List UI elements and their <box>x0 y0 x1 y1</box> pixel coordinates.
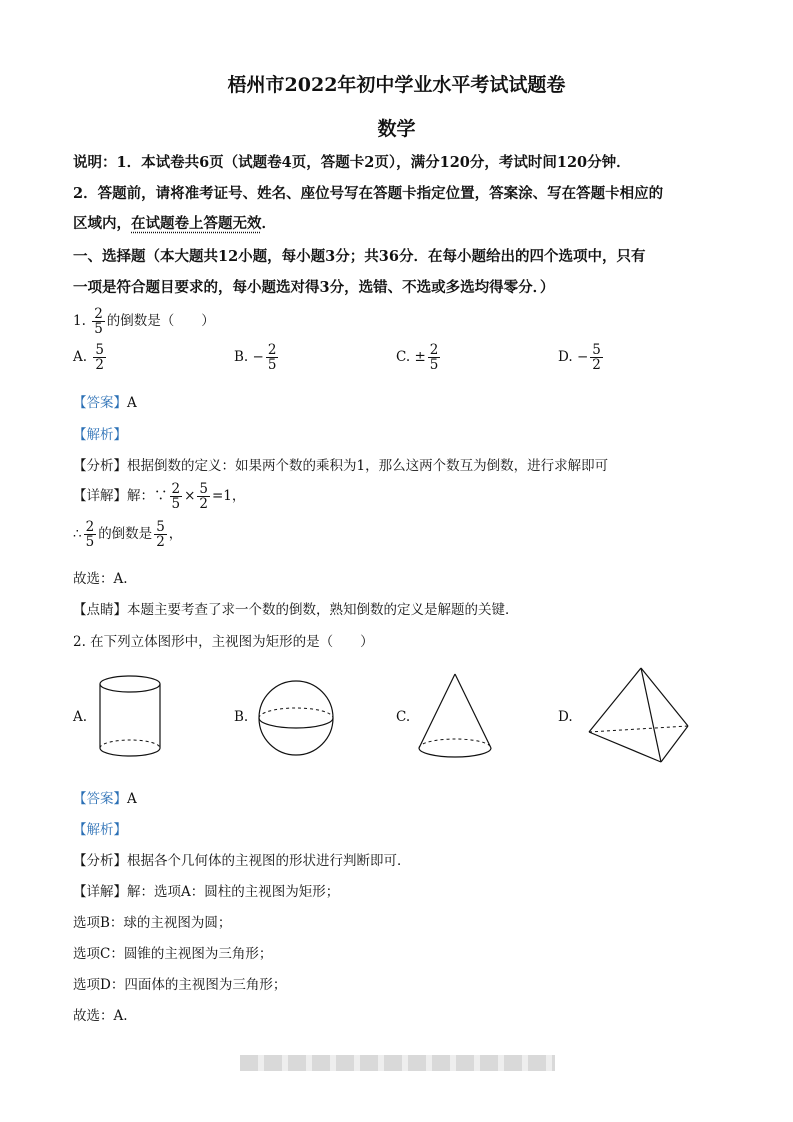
q2-detail <box>73 880 339 900</box>
q2-option-b-label: B. <box>234 709 249 725</box>
q1-analysis-tag <box>73 423 127 443</box>
option-label: A. <box>73 349 88 366</box>
detail-lead: 解：∵ <box>127 488 168 505</box>
frac-den: 2 <box>592 357 601 374</box>
q1-option-d <box>558 343 605 372</box>
q1-option-a <box>73 343 108 372</box>
times-sign: × <box>184 488 196 505</box>
fenxi-tag: 【分析】 <box>73 458 127 474</box>
q2-option-a-label: A. <box>73 709 88 725</box>
frac-num: 2 <box>171 481 181 497</box>
q1-choose: 故选：A. <box>73 571 128 587</box>
section-heading-1: 一、选择题（本大题共12小题，每小题3分；共36分．在每小题给出的四个选项中，只有 <box>73 248 646 265</box>
cone-figure <box>413 670 497 762</box>
q1-number: 1. <box>73 313 86 330</box>
frac-num: 2 <box>429 342 439 358</box>
analysis-tag: 【解析】 <box>73 822 127 838</box>
q1-stem-tail: 的倒数是（ ） <box>106 313 215 330</box>
frac-den: 5 <box>429 357 439 374</box>
option-sign: − <box>576 349 589 366</box>
option-sign: ± <box>414 349 426 366</box>
q2-analysis-tag <box>73 818 127 838</box>
detail-eq: =1， <box>212 488 246 505</box>
q2-answer <box>73 787 137 807</box>
cylinder-figure <box>95 672 167 762</box>
option-label: C. <box>396 349 411 366</box>
q1-comment <box>73 598 519 618</box>
q1-stem <box>73 307 215 336</box>
therefore-fraction-1 <box>84 520 97 549</box>
instruction-line-3-a: 区域内， <box>73 215 131 232</box>
frac-num: 2 <box>85 519 95 535</box>
q1-option-b <box>234 343 280 372</box>
q2-option-d-label: D. <box>558 709 573 725</box>
frac-den: 2 <box>156 534 165 551</box>
option-label: B. <box>234 349 249 366</box>
instruction-line-2: 2．答题前，请将准考证号、姓名、座位号写在答题卡指定位置，答案涂、写在答题卡相应的 <box>73 185 664 202</box>
frac-den: 5 <box>171 496 181 513</box>
frac-num: 5 <box>95 342 104 358</box>
frac-den: 5 <box>85 534 95 551</box>
q2-choose: 故选：A. <box>73 1008 128 1024</box>
therefore-sign: ∴ <box>73 526 82 543</box>
q2-option-c-label: C. <box>396 709 411 725</box>
option-label: D. <box>558 349 573 366</box>
subject-title: 数学 <box>377 118 416 140</box>
comment-text: 本题主要考查了求一个数的倒数，熟知倒数的定义是解题的关键． <box>127 602 519 618</box>
q1-fenxi <box>73 454 608 474</box>
frac-num: 2 <box>267 342 277 358</box>
option-fraction <box>590 343 603 372</box>
instruction-line-3-c: ． <box>261 215 276 232</box>
detail-fraction-1 <box>170 482 183 511</box>
answer-tag: 【答案】 <box>73 395 127 411</box>
frac-num: 5 <box>592 342 601 358</box>
instruction-line-3 <box>73 212 276 233</box>
q2-line-c: 选项C：圆锥的主视图为三角形； <box>73 946 273 962</box>
option-fraction <box>93 343 106 372</box>
option-sign: − <box>252 349 264 366</box>
therefore-fraction-2 <box>154 520 167 549</box>
detail-fraction-2 <box>197 482 210 511</box>
sphere-figure <box>254 676 338 760</box>
detail-tag: 【详解】 <box>73 488 127 505</box>
frac-num: 5 <box>156 519 165 535</box>
frac-den: 5 <box>94 321 103 338</box>
analysis-tag: 【解析】 <box>73 427 127 443</box>
q2-line-d: 选项D：四面体的主视图为三角形； <box>73 977 287 993</box>
exam-title: 梧州市2022年初中学业水平考试试题卷 <box>227 74 566 96</box>
fenxi-text: 根据倒数的定义：如果两个数的乘积为1，那么这两个数互为倒数，进行求解即可 <box>127 458 609 474</box>
q1-option-c <box>396 343 442 372</box>
tetrahedron-figure <box>583 664 693 768</box>
frac-den: 2 <box>95 357 104 374</box>
q2-line-b: 选项B：球的主视图为圆； <box>73 915 232 931</box>
answer-tag: 【答案】 <box>73 791 127 807</box>
detail-tag: 【详解】 <box>73 884 127 900</box>
q1-stem-fraction <box>92 307 105 336</box>
frac-num: 5 <box>199 481 208 497</box>
frac-den: 2 <box>199 496 208 513</box>
option-fraction <box>266 343 279 372</box>
option-fraction <box>428 343 441 372</box>
detail-text: 解：选项A：圆柱的主视图为矩形； <box>127 884 340 900</box>
answer-value: A <box>127 395 137 411</box>
fenxi-text: 根据各个几何体的主视图的形状进行判断即可． <box>127 853 411 869</box>
frac-num: 2 <box>94 306 103 322</box>
therefore-mid: 的倒数是 <box>98 526 153 543</box>
instruction-emphasis: 在试题卷上答题无效 <box>131 215 262 232</box>
section-heading-2: 一项是符合题目要求的，每小题选对得3分，选错、不选或多选均得零分．） <box>73 279 555 296</box>
frac-den: 5 <box>267 357 277 374</box>
q1-therefore <box>73 520 182 549</box>
blurred-footer <box>240 1055 555 1071</box>
therefore-tail: ， <box>168 526 183 543</box>
q2-stem: 2. 在下列立体图形中，主视图为矩形的是（ ） <box>73 634 374 650</box>
q1-detail <box>73 482 245 511</box>
comment-tag: 【点睛】 <box>73 602 127 618</box>
q1-answer <box>73 391 137 411</box>
q2-fenxi <box>73 849 411 869</box>
answer-value: A <box>127 791 137 807</box>
instruction-line-1: 说明：1．本试卷共6页（试题卷4页，答题卡2页），满分120分，考试时间120分钟． <box>73 154 631 171</box>
fenxi-tag: 【分析】 <box>73 853 127 869</box>
